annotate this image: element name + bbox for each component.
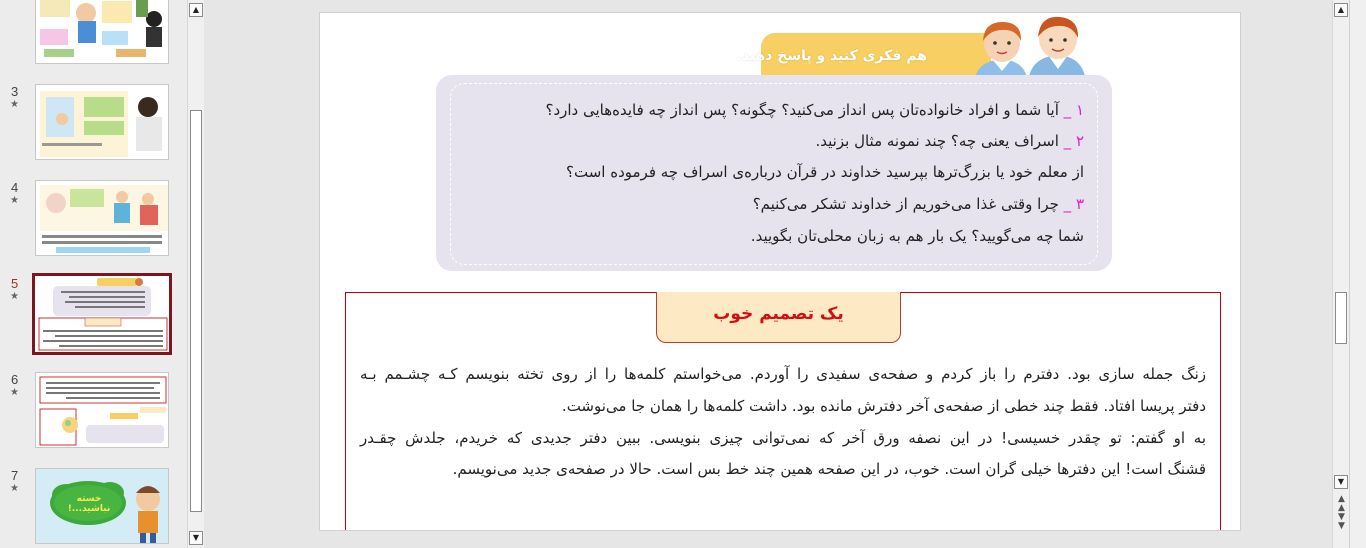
animation-star-icon: ★ xyxy=(10,195,19,206)
story-line-2: دفتر پریسا افتاد. فقط چند خطی از صفحه‌ی آخر دفترش مانده بود. داشت کلمه‌ها را همان جا می‌نوشت. xyxy=(561,397,1206,415)
animation-star-icon: ★ xyxy=(10,99,19,110)
question-number: ۲ _ xyxy=(1063,132,1084,150)
slide-number: 7 xyxy=(11,468,19,483)
question-text: اسراف یعنی چه؟ چند نمونه مثال بزنید. xyxy=(815,132,1064,150)
slide-thumbnail-image xyxy=(32,273,172,355)
next-slide-icon[interactable]: ▼ ▼ xyxy=(1338,512,1345,531)
slide-number: 3 xyxy=(11,84,19,99)
slide-thumbnail-pane xyxy=(0,0,204,548)
question-text: شما چه می‌گویید؟ یک بار هم به زبان محلی‌تان بگویید. xyxy=(750,227,1084,245)
story-title: یک تصمیم خوب xyxy=(713,304,844,324)
question-text: از معلم خود یا بزرگ‌ترها بپرسید خداوند در قرآن درباره‌ی اسراف چه فرموده است؟ xyxy=(566,163,1084,181)
slide-number: 6 xyxy=(11,372,19,387)
question-number: ۱ _ xyxy=(1063,101,1084,119)
question-text: آیا شما و افراد خانواده‌تان پس انداز می‌کنید؟ چگونه؟ پس انداز چه فایده‌هایی دارد؟ xyxy=(545,101,1064,119)
scroll-down-arrow-icon[interactable]: ▼ xyxy=(1334,475,1348,489)
slide-canvas[interactable] xyxy=(319,12,1241,531)
banner-title: هم فکری کنید و پاسخ دهید. xyxy=(736,48,927,64)
slide-thumbnail-image xyxy=(35,468,169,544)
question-line-4 xyxy=(753,195,1084,213)
slide-number: 4 xyxy=(11,180,19,195)
scrollbar-thumb[interactable] xyxy=(190,110,202,512)
editor-inner-scrollbar[interactable] xyxy=(1332,0,1349,548)
story-title-tab xyxy=(656,292,901,343)
scrollbar-thumb[interactable] xyxy=(1335,292,1347,344)
story-textbox[interactable] xyxy=(345,292,1221,531)
editor-outer-edge xyxy=(1349,0,1366,548)
animation-star-icon: ★ xyxy=(10,387,19,398)
slide-editor-area xyxy=(205,0,1349,548)
thumbnail-scrollbar[interactable] xyxy=(187,0,204,548)
children-illustration xyxy=(966,13,1096,83)
story-line-3: به او گفتم: تو چقدر خسیسی! در این نصفه ورق آخر که نمی‌توانی چیزی بنویسی. ببین دفتر جدیدی که خریدم، جلدش چقـدر xyxy=(360,429,1206,447)
story-line-4: قشنگ است! این دفترها خیلی گران است. خوب، در این صفحه همین چند خط بس است. حالا در صفحه‌ی جدید می‌نویسم. xyxy=(452,460,1206,478)
question-line-1 xyxy=(545,101,1084,119)
activity-banner xyxy=(736,33,991,75)
slide-number: 5 xyxy=(11,276,19,291)
animation-star-icon: ★ xyxy=(10,483,19,494)
scroll-down-arrow-icon[interactable]: ▼ xyxy=(189,531,203,545)
scroll-up-arrow-icon[interactable]: ▲ xyxy=(189,3,203,17)
slide-thumbnail-image xyxy=(35,84,169,160)
thumbnail-cloud-text: خسته نباشید...! xyxy=(67,494,111,514)
slide-thumbnail-image xyxy=(35,372,169,448)
question-box[interactable] xyxy=(436,75,1112,271)
slide-thumbnail-image xyxy=(35,0,169,64)
scroll-up-arrow-icon[interactable]: ▲ xyxy=(1334,3,1348,17)
story-line-1: زنگ جمله سازی بود. دفترم را باز کردم و صفحه‌ی سفیدی را آوردم. می‌خواستم کلمه‌ها را از روی تخته بنویسم کـه چشـمم بـه xyxy=(360,365,1206,383)
previous-slide-icon[interactable]: ▲ ▲ xyxy=(1338,494,1345,513)
question-text: چرا وقتی غذا می‌خوریم از خداوند تشکر می‌کنیم؟ xyxy=(752,195,1064,213)
question-line-2 xyxy=(816,132,1084,150)
slide-thumbnail-image xyxy=(35,180,169,256)
animation-star-icon: ★ xyxy=(10,291,19,302)
question-number: ۳ _ xyxy=(1063,195,1084,213)
question-line-3 xyxy=(566,163,1084,181)
question-line-5 xyxy=(751,227,1084,245)
